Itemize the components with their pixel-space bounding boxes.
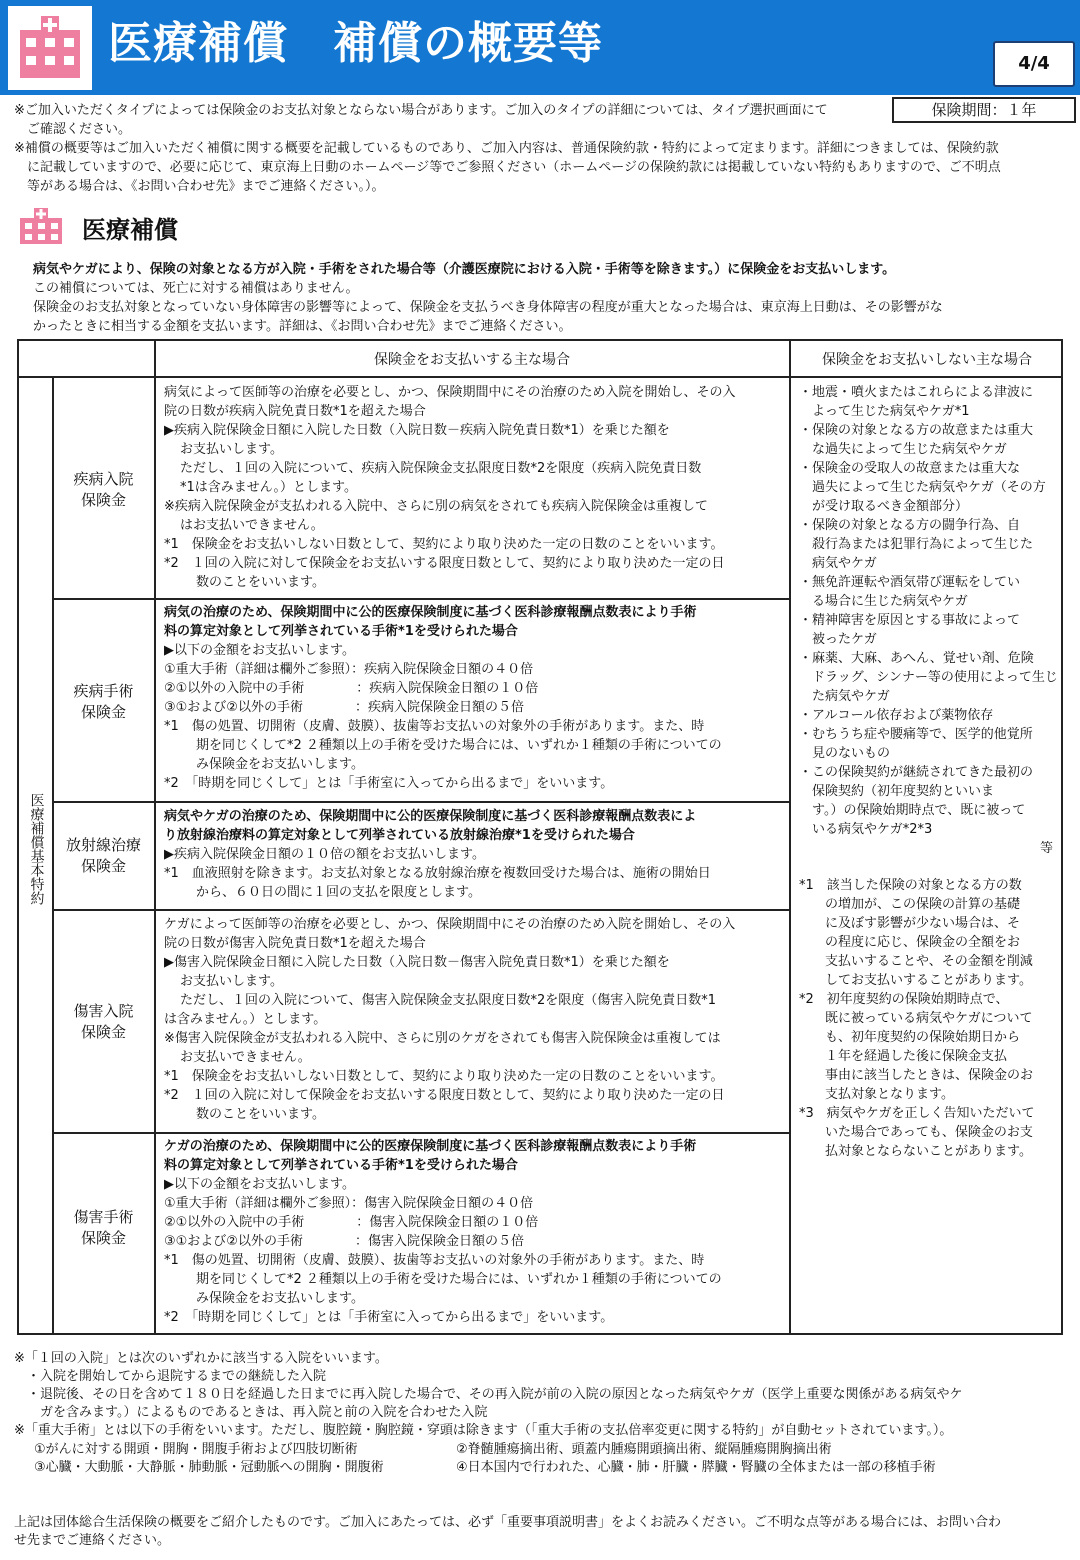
pay-line: ①重大手術（詳細は欄外ご参照）：疾病入院保険金日額の４０倍 <box>164 662 534 677</box>
row-divider <box>52 1132 790 1134</box>
page-title: 医療補償 補償の概要等 <box>108 18 603 69</box>
pay-line: お支払いできません。 <box>180 1050 311 1065</box>
nopay-line: が受け取るべき金額部分） <box>799 499 969 514</box>
pay-line: お支払いします。 <box>180 974 283 989</box>
nopay-line: いる病気やケガ*2*3 <box>799 822 933 837</box>
nopay-line: ・保険の対象となる方の故意または重大 <box>799 423 1034 438</box>
nopay-note: 既に被っている病気やケガについて <box>799 1011 1033 1026</box>
note-line: に記載していますので、必要に応じて、東京海上日動のホームページ等でご参照ください（ホームページの保険約款には掲載していない特約もありますので、ご不明点 <box>14 160 1001 175</box>
nopay-line: な過失によって生じた病気やケガ <box>799 442 1007 457</box>
row-label-line: 疾病入院 <box>73 470 134 488</box>
nopay-line: ・麻薬、大麻、あへん、覚せい剤、危険 <box>799 651 1034 666</box>
nopay-note: 払対象とならないことがあります。 <box>799 1144 1032 1159</box>
pay-line: *2 １回の入院に対して保険金をお支払いする限度日数として、契約により取り決めた一定の日 <box>164 556 725 571</box>
pay-line: *1 傷の処置、切開術（皮膚、鼓膜）、抜歯等お支払いの対象外の手術があります。また、時 <box>164 1253 705 1268</box>
row-label-line: 保険金 <box>80 857 126 875</box>
nopay-line: 過失によって生じた病気やケガ（その方 <box>799 480 1046 495</box>
section-icon-wrap <box>18 208 64 248</box>
col-header-nopay: 保険金をお支払いしない主な場合 <box>822 352 1032 368</box>
col-header-pay: 保険金をお支払いする主な場合 <box>374 352 570 368</box>
pay-line: *1 血液照射を除きます。お支払対象となる放射線治療を複数回受けた場合は、施術の開始日 <box>164 866 711 881</box>
vertical-label-text: 医療補償基本特約 <box>28 793 45 905</box>
pay-line: *1 保険金をお支払いしない日数として、契約により取り決めた一定の日数のことをいいます。 <box>164 537 724 552</box>
col-divider <box>789 341 791 1335</box>
pay-line-bold: ケガの治療のため、保険期間中に公的医療保険制度に基づく医科診療報酬点数表により手術 <box>164 1139 697 1154</box>
insurance-period-box: 保険期間：１年 <box>892 97 1076 123</box>
nopay-line: ・無免許運転や酒気帯び運転をしてい <box>799 575 1021 590</box>
nopay-note: *2 初年度契約の保険始期時点で、 <box>799 992 1009 1007</box>
pay-line-bold: り放射線治療料の算定対象として列挙されている放射線治療*1を受けられた場合 <box>164 828 635 843</box>
nopay-line: ドラッグ、シンナー等の使用によって生じ <box>799 670 1058 685</box>
pay-line: ※疾病入院保険金が支払われる入院中、さらに別の病気をされても疾病入院保険金は重複して <box>164 499 708 514</box>
lead-line: 保険金のお支払対象となっていない身体障害の影響等によって、保険金を支払うべき身体障害の程度が重大となった場合は、東京海上日動は、その影響がな <box>33 300 943 315</box>
pay-cell-sickness-hosp <box>164 383 786 592</box>
nopay-line: ・むちうち症や腰痛等で、医学的他覚所 <box>799 727 1033 742</box>
nopay-note: の増加が、この保険の計算の基礎 <box>799 897 1021 912</box>
row-label <box>53 1001 154 1043</box>
surgery-item: ①がんに対する開頭・開胸・開腹手術および四肢切断術 <box>34 1442 358 1457</box>
pay-line: ▶傷害入院保険金日額に入院した日数（入院日数－傷害入院免責日数*1）を乗じた額を <box>164 955 670 970</box>
row-label-line: 傷害手術 <box>73 1208 134 1226</box>
pay-line: 期を同じくして*2 ２種類以上の手術を受けた場合には、いずれか１種類の手術についての <box>196 738 722 753</box>
pay-line: *2 「時期を同じくして」とは「手術室に入ってから出るまで」をいいます。 <box>164 776 614 791</box>
nopay-line: ・保険の対象となる方の闘争行為、自 <box>799 518 1021 533</box>
pay-line: 期を同じくして*2 ２種類以上の手術を受けた場合には、いずれか１種類の手術についての <box>196 1272 722 1287</box>
pay-line: から、６０日の間に１回の支払を限度とします。 <box>196 885 481 900</box>
row-divider <box>52 801 790 803</box>
col-divider <box>154 341 156 1335</box>
footnote-line: ※「重大手術」とは以下の手術をいいます。ただし、腹腔鏡・胸腔鏡・穿頭は除きます（「重大手術の支払倍率変更に関する特約」が自動セットされています。）。 <box>14 1423 953 1438</box>
lead-line: かったときに相当する金額を支払います。詳細は、《お問い合わせ先》までご連絡ください。 <box>33 319 572 334</box>
vertical-label <box>27 793 45 910</box>
pay-line: *1 傷の処置、切開術（皮膚、鼓膜）、抜歯等お支払いの対象外の手術があります。また、時 <box>164 719 705 734</box>
closing-line: せ先までご連絡ください。 <box>14 1533 171 1548</box>
pay-line: ②①以外の入院中の手術 ：疾病入院保険金日額の１０倍 <box>164 681 539 696</box>
pay-line: はお支払いできません。 <box>180 518 324 533</box>
nopay-line: 見のないもの <box>799 746 891 761</box>
pay-line: み保険金をお支払いします。 <box>196 1291 364 1306</box>
row-label <box>53 835 154 877</box>
nopay-line: よって生じた病気やケガ*1 <box>799 404 970 419</box>
surgery-item: ③心臓・大動脈・大静脈・肺動脈・冠動脈への開胸・開腹術 <box>34 1460 384 1475</box>
pay-line: ▶疾病入院保険金日額の１０倍の額をお支払いします。 <box>164 847 485 862</box>
nopay-note: 支払対象となります。 <box>799 1087 954 1102</box>
nopay-line: る場合に生じた病気やケガ <box>799 594 968 609</box>
pay-line: ①重大手術（詳細は欄外ご参照）：傷害入院保険金日額の４０倍 <box>164 1196 534 1211</box>
pay-line: ③①および②以外の手術 ：傷害入院保険金日額の５倍 <box>164 1234 524 1249</box>
pay-line: み保険金をお支払いします。 <box>196 757 364 772</box>
hospital-icon <box>8 6 92 90</box>
footnote-line: ・入院を開始してから退院するまでの継続した入院 <box>14 1369 327 1384</box>
pay-line: ただし、１回の入院について、疾病入院保険金支払限度日数*2を限度（疾病入院免責日数 <box>180 461 702 476</box>
row-label <box>53 469 154 511</box>
row-label-line: 保険金 <box>80 1023 126 1041</box>
nopay-note: １年を経過した後に保険金支払 <box>799 1049 1008 1064</box>
row-label <box>53 681 154 723</box>
pay-cell-radiation <box>164 807 786 902</box>
row-label <box>53 1207 154 1249</box>
row-label-line: 傷害入院 <box>73 1002 134 1020</box>
pay-line: *2 １回の入院に対して保険金をお支払いする限度日数として、契約により取り決めた一定の日 <box>164 1088 725 1103</box>
pay-line: ただし、１回の入院について、傷害入院保険金支払限度日数*2を限度（傷害入院免責日数*1 <box>180 993 717 1008</box>
hospital-icon <box>18 208 64 244</box>
pay-line: ②①以外の入院中の手術 ：傷害入院保険金日額の１０倍 <box>164 1215 539 1230</box>
row-label-line: 保険金 <box>80 703 126 721</box>
nopay-note: *3 病気やケガを正しく告知いただいて <box>799 1106 1035 1121</box>
lead-bold: 病気やケガにより、保険の対象となる方が入院・手術をされた場合等（介護医療院における入院・手術等を除きます。）に保険金をお支払いします。 <box>33 262 896 277</box>
nopay-etc: 等 <box>1039 841 1053 856</box>
pay-line: ③①および②以外の手術 ：疾病入院保険金日額の５倍 <box>164 700 524 715</box>
nopay-note: いた場合であっても、保険金のお支 <box>799 1125 1033 1140</box>
closing-text <box>14 1514 1066 1550</box>
pay-line-bold: 病気の治療のため、保険期間中に公的医療保険制度に基づく医科診療報酬点数表により手術 <box>164 605 697 620</box>
nopay-line: ・保険金の受取人の故意または重大な <box>799 461 1021 476</box>
pay-line-bold: 料の算定対象として列挙されている手術*1を受けられた場合 <box>164 1158 518 1173</box>
pay-line: 数のことをいいます。 <box>196 1107 325 1122</box>
nopay-line: ・アルコール依存および薬物依存 <box>799 708 994 723</box>
section-lead <box>33 260 1068 336</box>
pay-line-bold: 料の算定対象として列挙されている手術*1を受けられた場合 <box>164 624 518 639</box>
nopay-line: ・地震・噴火またはこれらによる津波に <box>799 385 1034 400</box>
row-divider <box>52 598 790 600</box>
coverage-table <box>17 339 1063 1335</box>
pay-line: ▶以下の金額をお支払いします。 <box>164 643 355 658</box>
footnote-line: ※「１回の入院」とは次のいずれかに該当する入院をいいます。 <box>14 1351 388 1366</box>
nopay-line: た病気やケガ <box>799 689 890 704</box>
nopay-line: 保険契約（初年度契約といいま <box>799 784 995 799</box>
note-line: ※補償の概要等はご加入いただく補償に関する概要を記載しているものであり、ご加入内容は、普通保険約款・特約によって定まります。詳細につきましては、保険約款 <box>14 141 999 156</box>
pay-line: は含みません。）とします。 <box>164 1012 327 1027</box>
footnote-line: ガを含みます。）によるものであるときは、再入院と前の入院を合わせた入院 <box>14 1405 488 1420</box>
footnote-line: ・退院後、その日を含めて１８０日を経過した日までに再入院した場合で、その再入院が前の入院の原因となった病気やケガ（医学上重要な関係がある病気やケ <box>14 1387 963 1402</box>
section-title: 医療補償 <box>82 216 178 244</box>
page-indicator: 4/4 <box>993 41 1075 87</box>
nopay-note: 支払いすることや、その金額を削減 <box>799 954 1033 969</box>
pay-line: 院の日数が疾病入院免責日数*1を超えた場合 <box>164 404 426 419</box>
row-divider <box>19 376 1063 378</box>
note-line: ※ご加入いただくタイプによっては保険金のお支払対象とならない場合があります。ご加入のタイプの詳細については、タイプ選択画面にて <box>14 103 828 118</box>
nopay-note: *1 該当した保険の対象となる方の数 <box>799 878 1022 893</box>
row-label-line: 疾病手術 <box>73 682 134 700</box>
row-label-line: 放射線治療 <box>65 836 141 854</box>
note-line: 等がある場合は、《お問い合わせ先》までご連絡ください。）。 <box>14 179 385 194</box>
pay-cell-sickness-surgery <box>164 603 786 793</box>
nopay-line: ・精神障害を原因とする事故によって <box>799 613 1021 628</box>
row-divider <box>52 909 790 911</box>
row-label-line: 保険金 <box>80 491 126 509</box>
lead-line: この補償については、死亡に対する補償はありません。 <box>33 281 359 296</box>
nopay-line: ・この保険契約が継続されてきた最初の <box>799 765 1034 780</box>
nopay-line: 殺行為または犯罪行為によって生じた <box>799 537 1034 552</box>
pay-line: お支払いします。 <box>180 442 283 457</box>
surgery-list-right <box>456 1441 1066 1477</box>
nopay-line: す。）の保険始期時点で、既に被って <box>799 803 1026 818</box>
surgery-item: ④日本国内で行われた、心臓・肺・肝臓・膵臓・腎臓の全体または一部の移植手術 <box>456 1460 936 1475</box>
pay-line: 院の日数が傷害入院免責日数*1を超えた場合 <box>164 936 426 951</box>
hospital-icon-frame <box>8 6 92 90</box>
nopay-note: 事由に該当したときは、保険金のお <box>799 1068 1034 1083</box>
pay-line: 病気によって医師等の治療を必要とし、かつ、保険期間中にその治療のため入院を開始し、その入 <box>164 385 736 400</box>
pay-cell-injury-hosp <box>164 915 786 1124</box>
pay-line: *1は含みません。）とします。 <box>180 480 358 495</box>
row-label-line: 保険金 <box>80 1229 126 1247</box>
nopay-note: の程度に応じ、保険金の全額をお <box>799 935 1021 950</box>
pay-line: *2 「時期を同じくして」とは「手術室に入ってから出るまで」をいいます。 <box>164 1310 614 1325</box>
nopay-note: も、初年度契約の保険始期日から <box>799 1030 1021 1045</box>
nopay-cell <box>799 383 1059 1161</box>
nopay-line: 被ったケガ <box>799 632 877 647</box>
nopay-note: してお支払いすることがあります。 <box>799 973 1032 988</box>
pay-line: ※傷害入院保険金が支払われる入院中、さらに別のケガをされても傷害入院保険金は重複しては <box>164 1031 721 1046</box>
pay-line: ケガによって医師等の治療を必要とし、かつ、保険期間中にその治療のため入院を開始し、その入 <box>164 917 736 932</box>
footnotes <box>14 1350 1066 1440</box>
pay-line: 数のことをいいます。 <box>196 575 325 590</box>
pay-cell-injury-surgery <box>164 1137 786 1327</box>
surgery-list-left <box>34 1441 454 1477</box>
note-line: ご確認ください。 <box>14 122 132 137</box>
pay-line: ▶疾病入院保険金日額に入院した日数（入院日数－疾病入院免責日数*1）を乗じた額を <box>164 423 670 438</box>
surgery-item: ②脊髄腫瘍摘出術、頭蓋内腫瘍開頭摘出術、縦隔腫瘍開胸摘出術 <box>456 1442 832 1457</box>
pay-line: ▶以下の金額をお支払いします。 <box>164 1177 355 1192</box>
nopay-line: 病気やケガ <box>799 556 877 571</box>
nopay-note: に及ぼす影響が少ない場合は、そ <box>799 916 1021 931</box>
closing-line: 上記は団体総合生活保険の概要をご紹介したものです。ご加入にあたっては、必ず「重要事項説明書」をよくお読みください。ご不明な点等がある場合には、お問い合わ <box>14 1515 1001 1530</box>
pay-line-bold: 病気やケガの治療のため、保険期間中に公的医療保険制度に基づく医科診療報酬点数表によ <box>164 809 697 824</box>
pay-line: *1 保険金をお支払いしない日数として、契約により取り決めた一定の日数のことをいいます。 <box>164 1069 724 1084</box>
